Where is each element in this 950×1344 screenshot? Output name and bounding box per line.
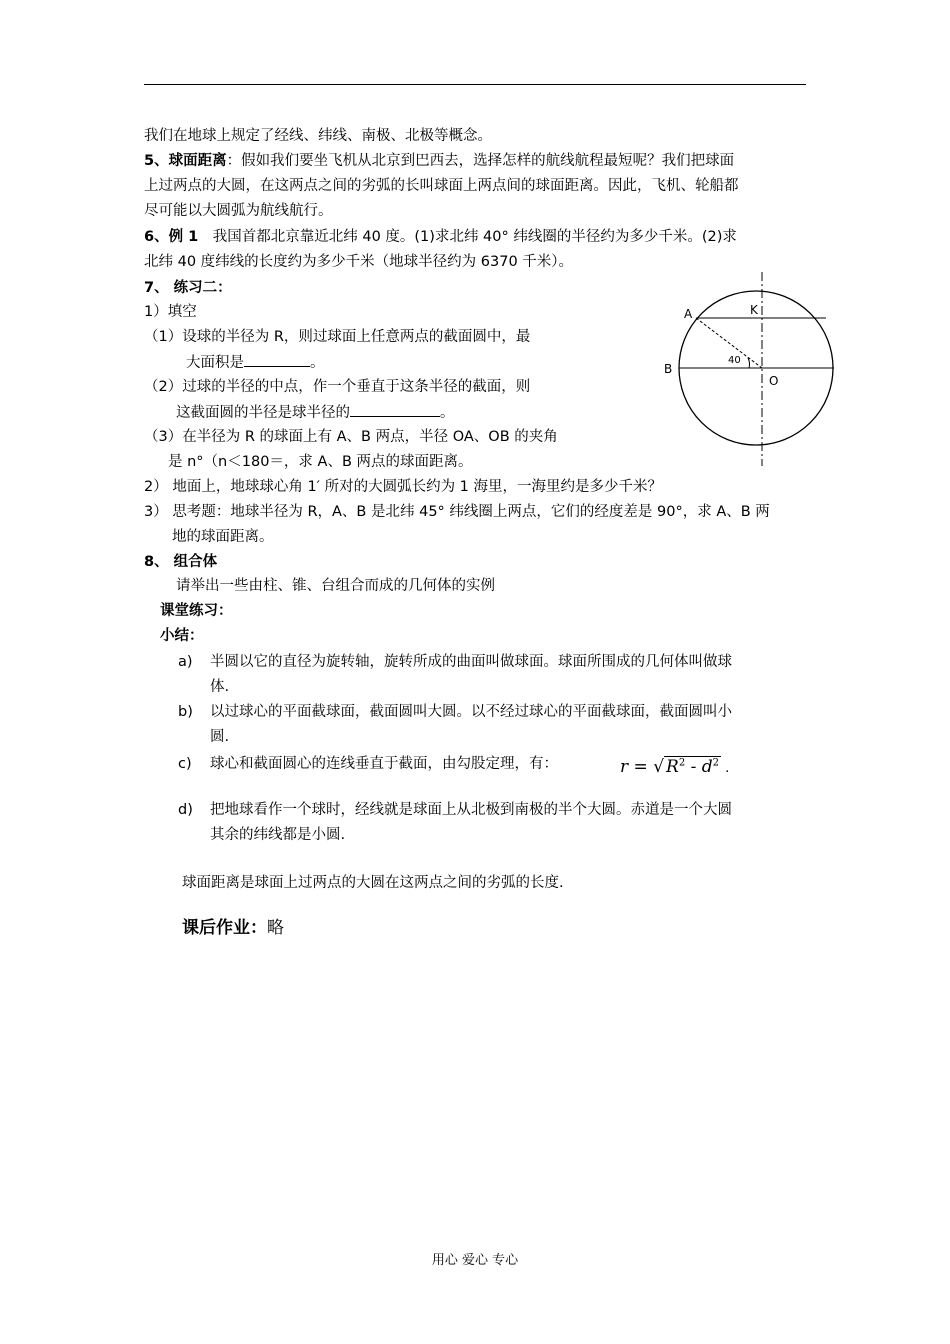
list-marker: d) [178, 802, 193, 818]
text-line: 是 n°（n＜180＝，求 A、B 两点的球面距离。 [168, 454, 473, 470]
formula-R: R [666, 757, 679, 777]
fill-blank-line [176, 402, 455, 423]
header-rule [144, 84, 806, 85]
homework-line [182, 918, 284, 938]
text-line: 3） 思考题：地球半径为 R，A、B 是北纬 45° 纬线圈上两点，它们的经度差是 90°，求 A、B 两 [144, 504, 770, 520]
text: 大面积是 [186, 355, 244, 371]
text-line: 体. [210, 679, 230, 695]
formula-exp: 2 [678, 757, 686, 769]
text-line: （3）在半径为 R 的球面上有 A、B 两点，半径 OA、OB 的夹角 [144, 429, 558, 445]
fill-blank-line [186, 352, 325, 373]
text-line: 1）填空 [144, 304, 197, 320]
homework-text: 略 [267, 918, 284, 938]
homework-label: 课后作业： [182, 918, 267, 938]
section-5-line [144, 151, 734, 171]
list-marker: c) [178, 756, 192, 772]
section-8-heading: 8、 组合体 [144, 554, 218, 570]
example-1-heading: 6、例 1 [144, 229, 199, 245]
text-line: 半圆以它的直径为旋转轴，旋转所成的曲面叫做球面。球面所围成的几何体叫做球 [210, 654, 732, 670]
formula-r: r [620, 757, 629, 777]
text-line: 我们在地球上规定了经线、纬线、南极、北极等概念。 [144, 128, 492, 144]
practice-heading: 课堂练习： [160, 603, 233, 619]
text-line: 其余的纬线都是小圆. [210, 827, 346, 843]
label-A: A [684, 307, 693, 321]
text: 。 [310, 355, 325, 371]
answer-blank [350, 402, 440, 417]
text-line: 地的球面距离。 [172, 529, 274, 545]
angle-arc [748, 358, 749, 368]
text: 我国首都北京靠近北纬 40 度。(1)求北纬 40° 纬线圈的半径约为多少千米。(2)求 [198, 229, 737, 245]
answer-blank [244, 352, 310, 367]
label-O: O [769, 374, 779, 388]
text-line: 球心和截面圆心的连线垂直于截面，由勾股定理，有： [210, 756, 558, 772]
text-line: 北纬 40 度纬线的长度约为多少千米（地球半径约为 6370 千米）。 [144, 254, 574, 270]
formula-exp: 2 [712, 757, 720, 769]
label-B: B [664, 362, 673, 376]
text-line: 圆. [210, 729, 230, 745]
pythagoras-formula [620, 756, 729, 777]
text-line: （2）过球的半径的中点，作一个垂直于这条半径的截面，则 [144, 379, 531, 395]
label-K: K [750, 303, 758, 317]
text: ：假如我们要坐飞机从北京到巴西去，选择怎样的航线航程最短呢？我们把球面 [226, 153, 735, 169]
text-line: 尽可能以大圆弧为航线航行。 [144, 203, 333, 219]
text-line: 上过两点的大圆，在这两点之间的劣弧的长叫球面上两点间的球面距离。因此，飞机、轮船都 [144, 178, 739, 194]
formula-radicand [664, 756, 721, 777]
example-1-line [144, 227, 737, 247]
formula-end: . [721, 761, 730, 776]
page-footer: 用心 爱心 专心 [431, 1253, 519, 1268]
label-angle: 40 [728, 355, 741, 366]
text-line: 把地球看作一个球时，经线就是球面上从北极到南极的半个大圆。赤道是一个大圆 [210, 802, 732, 818]
formula-d: d [701, 757, 713, 777]
summary-heading: 小结： [160, 628, 204, 644]
sphere-figure [660, 270, 845, 470]
text-line: 2） 地面上，地球球心角 1′ 所对的大圆弧长约为 1 海里，一海里约是多少千米？ [144, 479, 663, 495]
formula-eq: = √ [628, 757, 665, 777]
text: 这截面圆的半径是球半径的 [176, 405, 350, 421]
text-line: 以过球心的平面截球面，截面圆叫大圆。以不经过球心的平面截球面，截面圆叫小 [210, 704, 732, 720]
section-5-heading: 5、球面距离 [144, 153, 227, 169]
text-line: （1）设球的半径为 R，则过球面上任意两点的截面圆中，最 [144, 329, 531, 345]
text-line: 请举出一些由柱、锥、台组合而成的几何体的实例 [176, 578, 495, 594]
text: 。 [440, 405, 455, 421]
list-marker: a) [178, 654, 193, 670]
list-marker: b) [178, 704, 193, 720]
text-line: 球面距离是球面上过两点的大圆在这两点之间的劣弧的长度. [182, 875, 564, 891]
section-7-heading: 7、 练习二： [144, 280, 232, 296]
formula-minus: - [685, 757, 702, 777]
